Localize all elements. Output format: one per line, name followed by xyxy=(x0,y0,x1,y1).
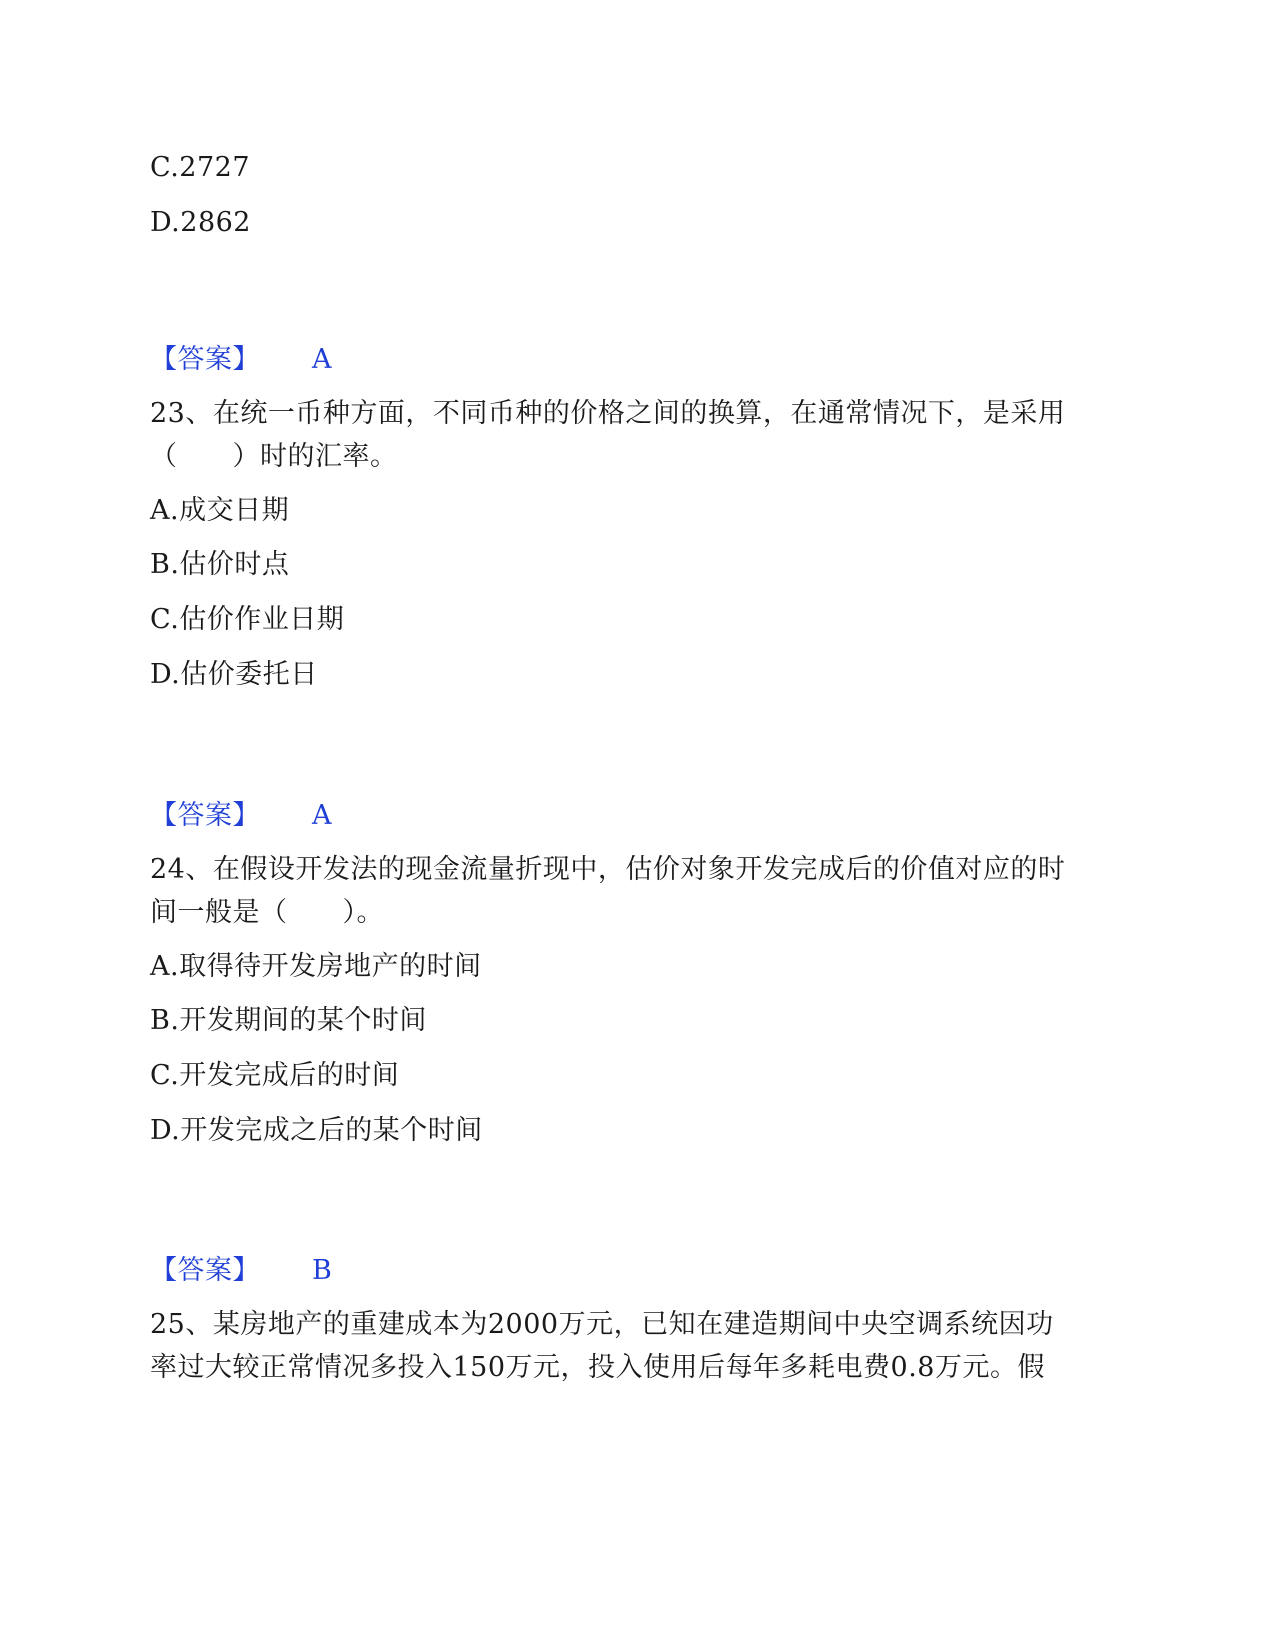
question-24-stem-line-1: 24、在假设开发法的现金流量折现中，估价对象开发完成后的价值对应的时 xyxy=(150,854,1066,885)
question-24-option-b: B.开发期间的某个时间 xyxy=(150,1005,427,1036)
question-23-stem-line-1: 23、在统一币种方面，不同币种的价格之间的换算，在通常情况下，是采用 xyxy=(150,398,1066,429)
question-24-option-d: D.开发完成之后的某个时间 xyxy=(150,1115,483,1146)
answer-label: 【答案】 xyxy=(150,1255,260,1286)
question-23-option-c: C.估价作业日期 xyxy=(150,604,345,635)
option-d-prev: D.2862 xyxy=(150,207,251,238)
question-25-stem-line-1: 25、某房地产的重建成本为2000万元，已知在建造期间中央空调系统因功 xyxy=(150,1309,1054,1340)
answer-line-1 xyxy=(150,344,332,376)
question-24-option-c: C.开发完成后的时间 xyxy=(150,1060,400,1091)
answer-value: A xyxy=(312,800,332,831)
question-23-stem-line-2: （ ）时的汇率。 xyxy=(150,441,398,472)
question-24-option-a: A.取得待开发房地产的时间 xyxy=(150,951,482,982)
answer-value: B xyxy=(312,1255,333,1286)
answer-label: 【答案】 xyxy=(150,800,260,831)
answer-line-3 xyxy=(150,1255,332,1287)
answer-value: A xyxy=(312,344,332,375)
question-23-option-d: D.估价委托日 xyxy=(150,659,318,690)
question-24-stem-line-2: 间一般是（ ）。 xyxy=(150,897,384,928)
answer-line-2 xyxy=(150,800,332,832)
question-23-option-b: B.估价时点 xyxy=(150,549,290,580)
question-23-option-a: A.成交日期 xyxy=(150,495,290,526)
answer-label: 【答案】 xyxy=(150,344,260,375)
question-25-stem-line-2: 率过大较正常情况多投入150万元，投入使用后每年多耗电费0.8万元。假 xyxy=(150,1352,1045,1383)
option-c-prev: C.2727 xyxy=(150,152,250,183)
